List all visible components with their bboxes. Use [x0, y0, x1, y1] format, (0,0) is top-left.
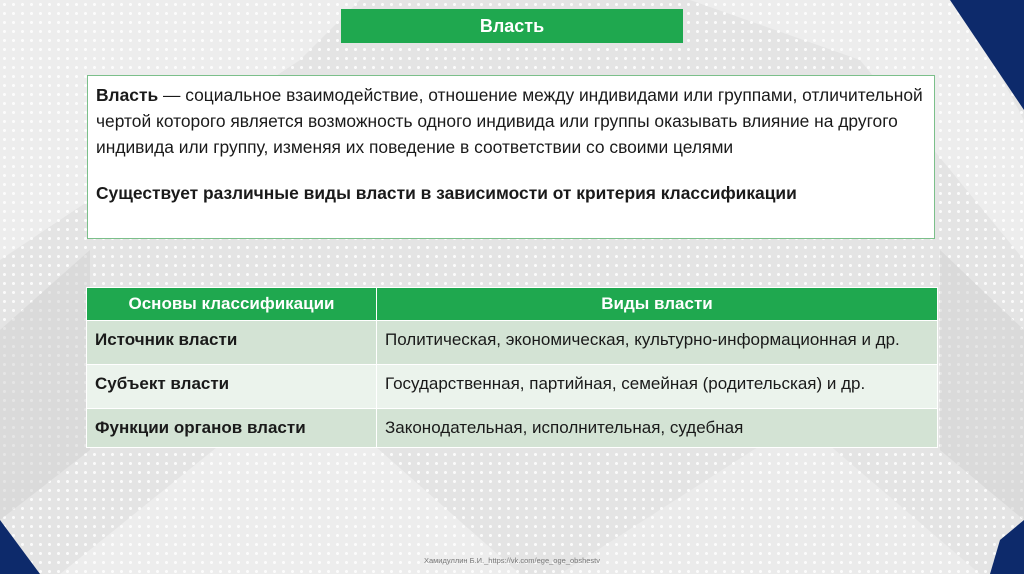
cell-types: Государственная, партийная, семейная (родительская) и др. [377, 365, 938, 409]
footer-credit: Хамидуллин Б.И._https://vk.com/ege_oge_obshestv [423, 556, 601, 565]
cell-basis: Источник власти [87, 321, 377, 365]
classification-note: Существует различные виды власти в зависимости от критерия классификации [96, 183, 797, 203]
cell-basis: Функции органов власти [87, 409, 377, 448]
definition-paragraph [96, 82, 926, 160]
table-header-row [87, 288, 938, 321]
definition-term: Власть [96, 85, 159, 105]
table-row [87, 365, 938, 409]
cell-types: Законодательная, исполнительная, судебная [377, 409, 938, 448]
cell-types: Политическая, экономическая, культурно-информационная и др. [377, 321, 938, 365]
definition-box [87, 75, 935, 239]
header-types: Виды власти [377, 288, 938, 321]
table-row [87, 409, 938, 448]
classification-table [86, 287, 938, 448]
table-row [87, 321, 938, 365]
corner-decoration-bottom-right [990, 520, 1024, 574]
slide-title: Власть [341, 9, 683, 43]
corner-decoration-bottom-left [0, 520, 40, 574]
definition-text: — социальное взаимодействие, отношение между индивидами или группами, отличительной чертой которого является возможность одного индивида или группы оказывать влияние на другого индивида или группу, изменяя их поведение в соответствии со своими целями [96, 85, 923, 157]
cell-basis: Субъект власти [87, 365, 377, 409]
header-basis: Основы классификации [87, 288, 377, 321]
